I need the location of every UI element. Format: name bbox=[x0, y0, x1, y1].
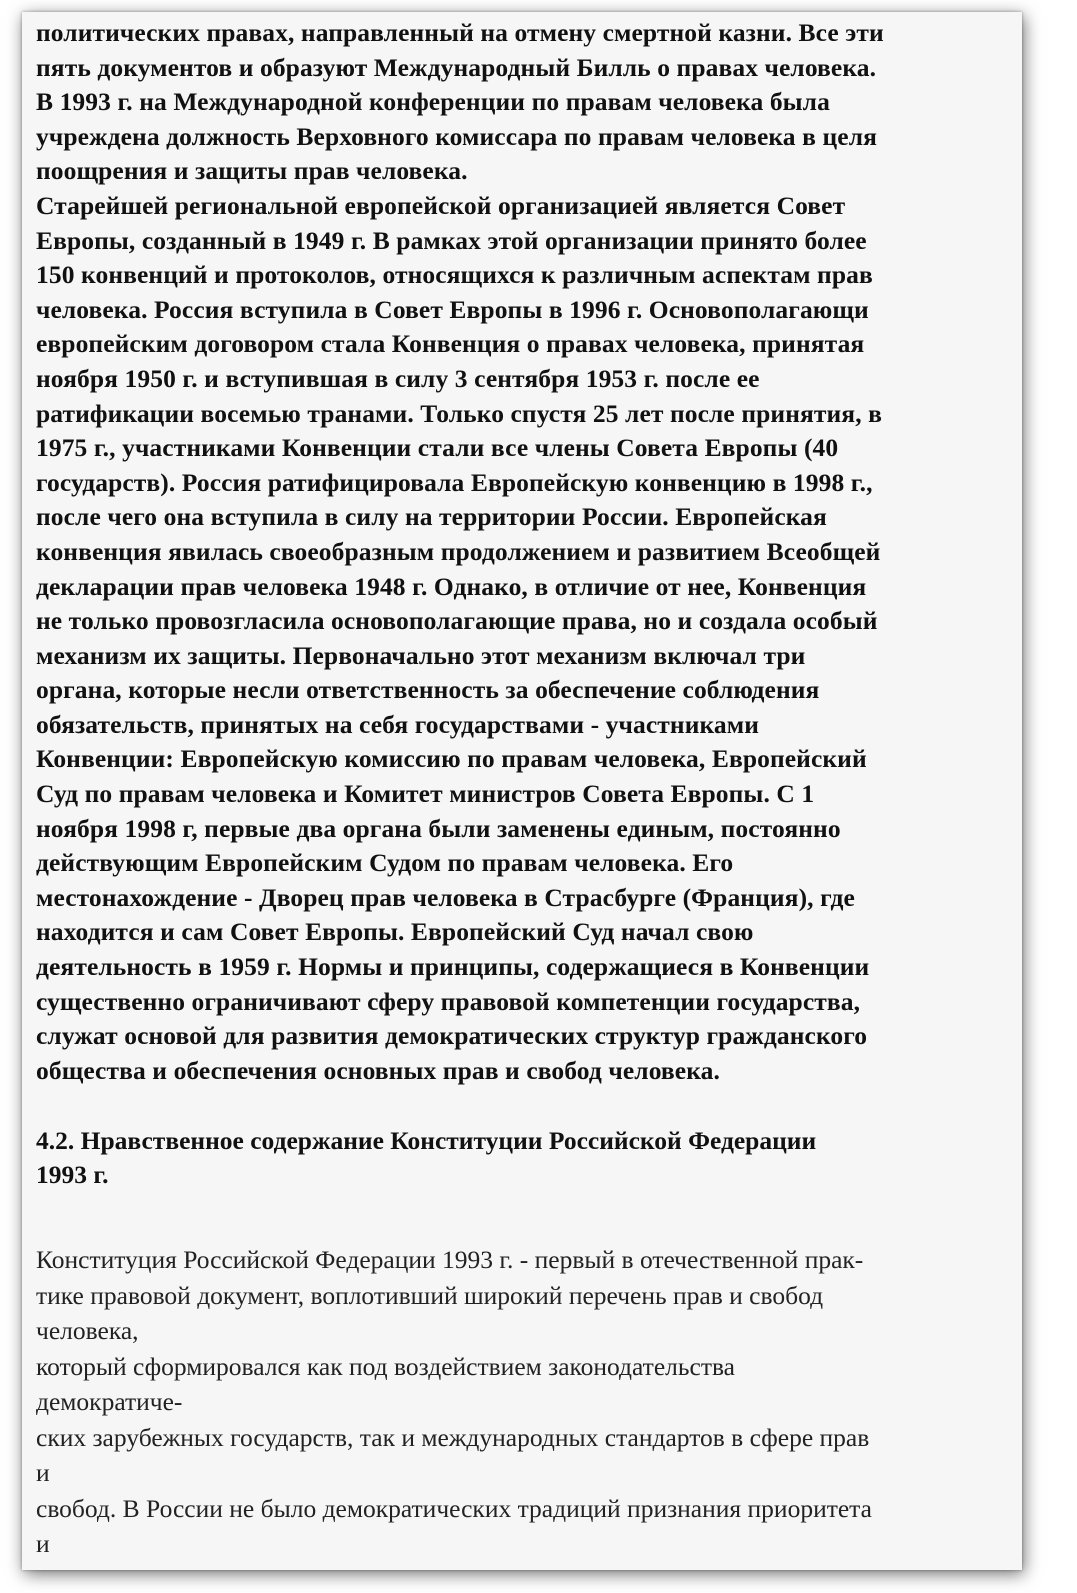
document-content bbox=[36, 12, 1022, 1562]
text-line: поощрения и защиты прав человека. bbox=[36, 156, 468, 186]
text-line: конвенция явилась своеобразным продолжением и развитием Всеобщей bbox=[36, 536, 881, 566]
body-text-block bbox=[36, 1192, 1022, 1562]
text-line: который сформировался как под воздействием законодательства bbox=[36, 1351, 735, 1381]
text-line: деятельность в 1959 г. Нормы и принципы, содержащиеся в Конвенции bbox=[36, 952, 870, 982]
text-line: 150 конвенций и протоколов, относящихся к различным аспектам прав bbox=[36, 260, 873, 290]
text-line: политических правах, направленный на отмену смертной казни. Все эти bbox=[36, 18, 884, 47]
text-line: европейским договором стала Конвенция о правах человека, принятая bbox=[36, 329, 865, 359]
heading-line: 4.2. Нравственное содержание Конституции Российской Федерации bbox=[36, 1126, 817, 1156]
text-line: свобод. В России не было демократических традиций признания приоритета bbox=[36, 1493, 872, 1523]
text-line: демократиче- bbox=[36, 1387, 183, 1417]
text-line: Конституция Российской Федерации 1993 г. - первый в отечественной прак- bbox=[36, 1245, 864, 1275]
text-line: декларации прав человека 1948 г. Однако, в отличие от нее, Конвенция bbox=[36, 571, 867, 601]
text-line: местонахождение - Дворец прав человека в Страсбурге (Франция), где bbox=[36, 882, 855, 912]
text-line: ских зарубежных государств, так и международных стандартов в сфере прав bbox=[36, 1422, 870, 1452]
text-line: 1975 г., участниками Конвенции стали все члены Совета Европы (40 bbox=[36, 433, 839, 463]
text-line: после чего она вступила в силу на территории России. Европейская bbox=[36, 502, 827, 532]
text-line: общества и обеспечения основных прав и свобод человека. bbox=[36, 1055, 720, 1085]
text-line: служат основой для развития демократических структур гражданского bbox=[36, 1021, 868, 1051]
document-page bbox=[22, 12, 1022, 1570]
section-heading bbox=[36, 1088, 1022, 1192]
text-line: пять документов и образуют Международный Билль о правах человека. bbox=[36, 52, 877, 82]
text-line: и bbox=[36, 1529, 50, 1559]
text-line: находится и сам Совет Европы. Европейский Суд начал свою bbox=[36, 917, 754, 947]
text-line: ратификации восемью транами. Только спустя 25 лет после принятия, в bbox=[36, 398, 883, 428]
paragraph-block bbox=[36, 12, 1022, 1088]
text-line: Конвенции: Европейскую комиссию по правам человека, Европейский bbox=[36, 744, 867, 774]
text-line: учреждена должность Верховного комиссара по правам человека в целя bbox=[36, 121, 877, 151]
text-line: Европы, созданный в 1949 г. В рамках этой организации принято более bbox=[36, 225, 867, 255]
text-line: действующим Европейским Судом по правам человека. Его bbox=[36, 848, 734, 878]
text-line: Суд по правам человека и Комитет министров Совета Европы. С 1 bbox=[36, 779, 815, 809]
text-line: человека, bbox=[36, 1316, 139, 1346]
text-line: и bbox=[36, 1458, 50, 1488]
text-line: ноября 1998 г, первые два органа были заменены единым, постоянно bbox=[36, 813, 841, 843]
text-line: В 1993 г. на Международной конференции по правам человека была bbox=[36, 87, 830, 117]
text-line: ноября 1950 г. и вступившая в силу 3 сентября 1953 г. после ее bbox=[36, 363, 760, 393]
text-line: государств). Россия ратифицировала Европейскую конвенцию в 1998 г., bbox=[36, 467, 873, 497]
text-line: тике правовой документ, воплотивший широкий перечень прав и свобод bbox=[36, 1280, 824, 1310]
text-line: обязательств, принятых на себя государствами - участниками bbox=[36, 709, 760, 739]
text-line: не только провозгласила основополагающие права, но и создала особый bbox=[36, 606, 878, 636]
text-line: Старейшей региональной европейской организацией является Совет bbox=[36, 190, 846, 220]
text-line: существенно ограничивают сферу правовой компетенции государства, bbox=[36, 986, 861, 1016]
text-line: механизм их защиты. Первоначально этот механизм включал три bbox=[36, 640, 806, 670]
text-line: человека. Россия вступила в Совет Европы в 1996 г. Основополагающи bbox=[36, 294, 869, 324]
heading-line: 1993 г. bbox=[36, 1160, 109, 1190]
text-line: органа, которые несли ответственность за обеспечение соблюдения bbox=[36, 675, 820, 705]
